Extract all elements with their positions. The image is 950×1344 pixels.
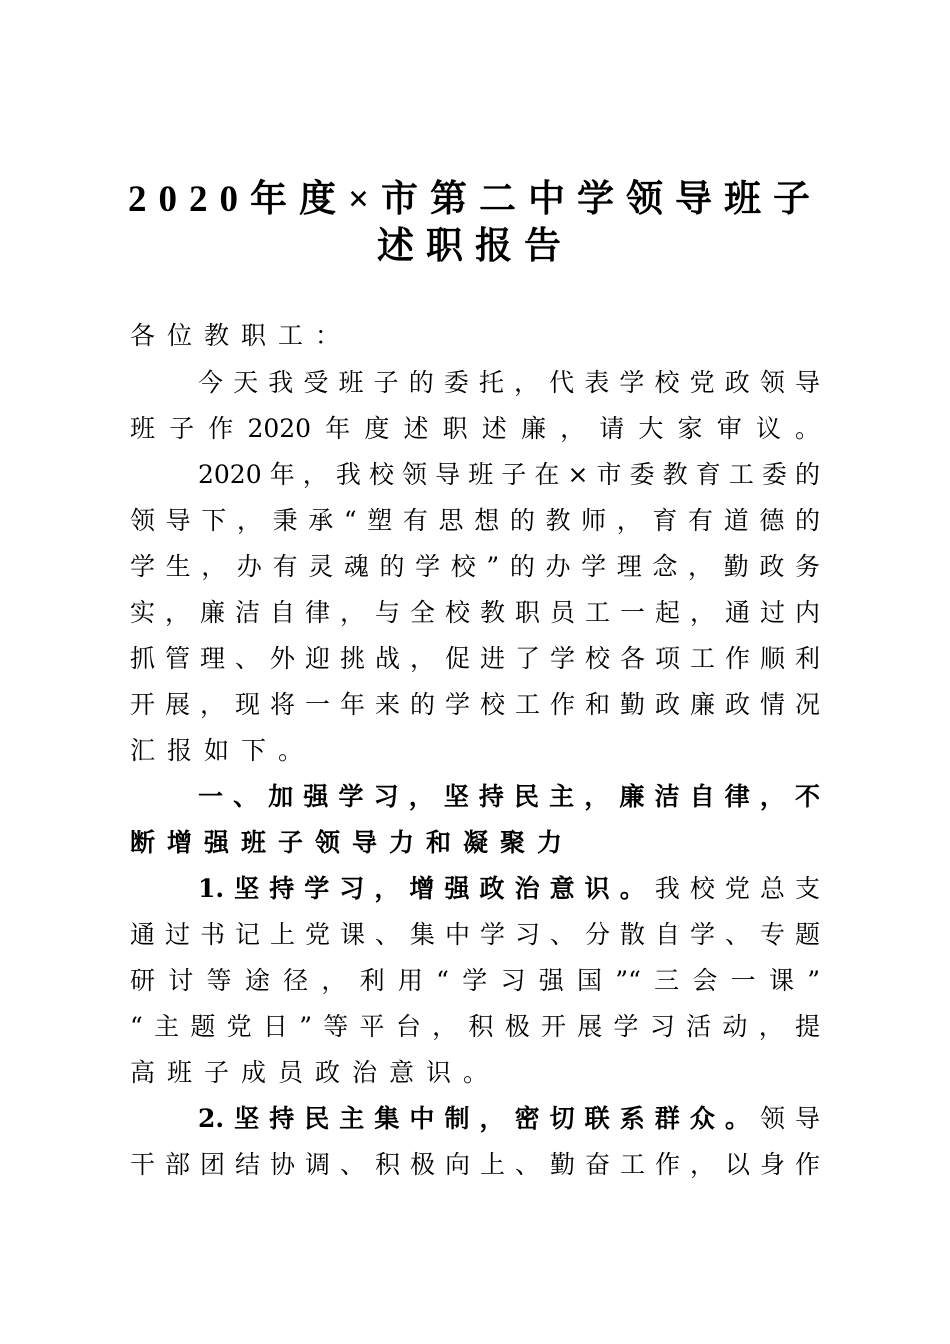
paragraph-1-line-2: 班子作2020年度述职述廉，请大家审议。 (130, 414, 820, 443)
subsection-1-lead: 1.坚持学习，增强政治意识。 (198, 874, 655, 903)
paragraph-2-line-5: 抓管理、外迎挑战，促进了学校各项工作顺利 (130, 644, 820, 673)
subsection-2-line-2: 干部团结协调、积极向上、勤奋工作，以身作 (130, 1150, 820, 1179)
section-heading-1-line-1: 一、加强学习，坚持民主，廉洁自律，不 (198, 782, 820, 811)
paragraph-2-line-6: 开展，现将一年来的学校工作和勤政廉政情况 (130, 690, 820, 719)
subsection-1-line-5: 高班子成员政治意识。 (130, 1058, 501, 1087)
subsection-1-line-2: 通过书记上党课、集中学习、分散自学、专题 (130, 920, 820, 949)
subsection-1-line-3: 研讨等途径，利用“学习强国”“三会一课” (130, 966, 820, 995)
document-title-line-1: 2020年度×市第二中学领导班子 (127, 179, 823, 220)
paragraph-2-line-3: 学生，办有灵魂的学校”的办学理念，勤政务 (130, 552, 820, 581)
subsection-1-text: 我校党总支 (654, 874, 820, 903)
paragraph-2-line-4: 实，廉洁自律，与全校教职员工一起，通过内 (130, 598, 820, 627)
subsection-2-lead: 2.坚持民主集中制，密切联系群众。 (198, 1104, 760, 1133)
section-heading-1-line-2: 断增强班子领导力和凝聚力 (130, 828, 575, 857)
paragraph-2-line-2: 领导下，秉承“塑有思想的教师，育有道德的 (130, 506, 820, 535)
subsection-2-text: 领导 (759, 1104, 820, 1133)
salutation: 各位教职工： (130, 321, 353, 350)
paragraph-2-line-1: 2020年，我校领导班子在×市委教育工委的 (198, 460, 820, 489)
subsection-1-line-1 (198, 869, 820, 905)
subsection-2-line-1 (198, 1099, 820, 1135)
subsection-1-line-4: “主题党日”等平台，积极开展学习活动，提 (130, 1012, 820, 1041)
paragraph-2-line-7: 汇报如下。 (130, 736, 316, 765)
paragraph-1-line-1: 今天我受班子的委托，代表学校党政领导 (198, 368, 820, 397)
document-title-line-2: 述职报告 (377, 226, 573, 267)
